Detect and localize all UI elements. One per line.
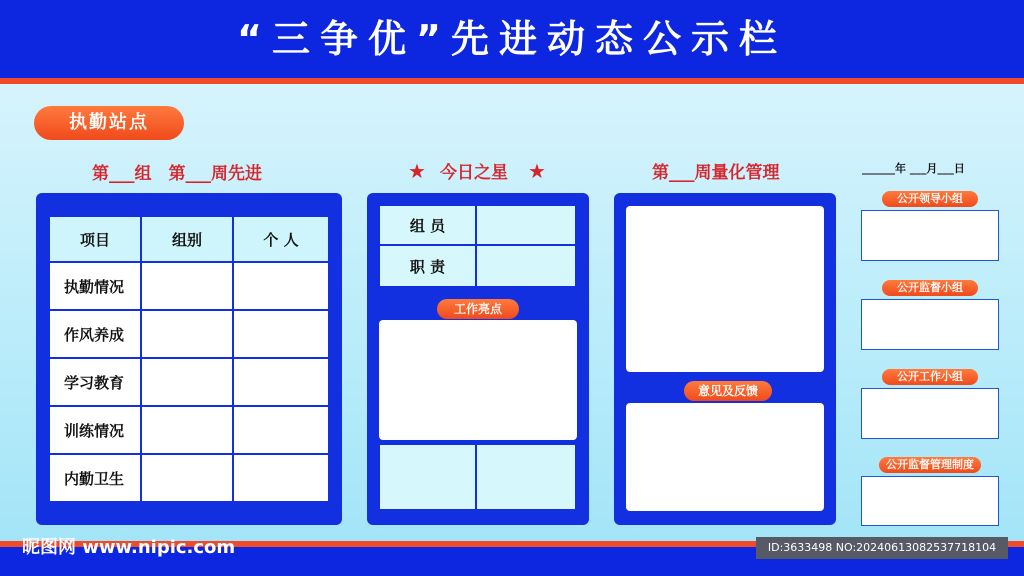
section2-panel [367,193,589,525]
quantified-management-box [626,206,824,372]
work-highlight-badge: 工作亮点 [437,299,519,319]
feedback-badge: 意见及反馈 [684,381,772,401]
date-line: ______年 ___月___日 [862,162,965,175]
feedback-box [626,403,824,511]
group-badge: 公开领导小组 [882,191,978,207]
star-icon: ★ [528,159,546,183]
table-cell [140,357,234,407]
section3-title: 第___周量化管理 [652,163,780,183]
role-label: 职 责 [378,244,477,288]
table-cell [232,357,330,407]
table-header-item: 项目 [48,215,142,263]
member-label: 组 员 [378,204,477,246]
advanced-table [48,215,330,503]
table-row-label: 内勤卫生 [48,453,142,503]
group-box [861,388,999,439]
section1-title: 第___组 第___周先进 [92,164,262,184]
section1-panel [36,193,342,525]
header-stripe [0,78,1024,84]
photo-slot [475,443,577,511]
table-header-group: 组别 [140,215,234,263]
watermark-left: 昵图网 www.nipic.com [22,537,236,558]
page-title: “三争优”先进动态公示栏 [237,17,787,61]
table-row-label: 执勤情况 [48,261,142,311]
duty-station-badge: 执勤站点 [34,106,184,140]
photo-slot [378,443,477,511]
group-box [861,476,999,526]
table-row-label: 训练情况 [48,405,142,455]
work-highlight-box [379,320,577,440]
group-box [861,299,999,350]
table-header-person: 个 人 [232,215,330,263]
table-cell [232,309,330,359]
table-cell [140,453,234,503]
member-value [475,204,577,246]
watermark-right: ID:3633498 NO:20240613082537718104 [756,537,1008,559]
table-cell [232,405,330,455]
group-box [861,210,999,261]
table-cell [232,261,330,311]
group-badge: 公开监督小组 [882,280,978,296]
section3-panel [614,193,836,525]
star-icon: ★ [408,159,426,183]
table-cell [140,309,234,359]
table-row-label: 学习教育 [48,357,142,407]
table-cell [232,453,330,503]
section2-title: 今日之星 [440,163,508,183]
table-row-label: 作风养成 [48,309,142,359]
table-cell [140,261,234,311]
group-badge: 公开监督管理制度 [879,457,981,473]
table-cell [140,405,234,455]
role-value [475,244,577,288]
group-badge: 公开工作小组 [882,369,978,385]
